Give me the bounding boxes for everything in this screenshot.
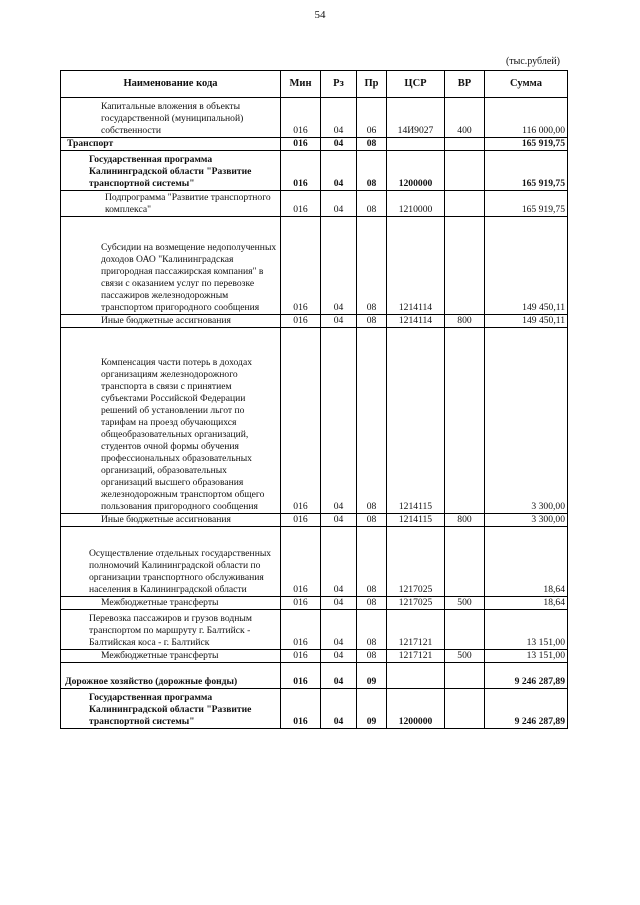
row-sum: 149 450,11 <box>485 315 568 328</box>
row-vr <box>445 217 485 315</box>
row-sum: 13 151,00 <box>485 650 568 663</box>
row-name: Транспорт <box>61 138 281 151</box>
row-name: Государственная программа Калининградской области "Развитие транспортной системы" <box>61 689 281 729</box>
row-rz: 04 <box>321 663 357 689</box>
row-csr: 1200000 <box>387 151 445 191</box>
row-pr: 08 <box>357 191 387 217</box>
table-row <box>61 514 568 527</box>
header-sum: Сумма <box>485 71 568 98</box>
row-pr: 06 <box>357 98 387 138</box>
row-min: 016 <box>281 527 321 597</box>
row-vr <box>445 689 485 729</box>
row-vr: 800 <box>445 315 485 328</box>
units-note: (тыс.рублей) <box>505 56 560 67</box>
row-min: 016 <box>281 610 321 650</box>
row-pr: 08 <box>357 217 387 315</box>
row-vr: 500 <box>445 597 485 610</box>
table-row <box>61 663 568 689</box>
header-pr: Пр <box>357 71 387 98</box>
row-sum: 165 919,75 <box>485 191 568 217</box>
row-rz: 04 <box>321 527 357 597</box>
row-min: 016 <box>281 650 321 663</box>
row-rz: 04 <box>321 217 357 315</box>
header-rz: Рз <box>321 71 357 98</box>
table-row <box>61 610 568 650</box>
row-pr: 08 <box>357 315 387 328</box>
row-sum: 9 246 287,89 <box>485 663 568 689</box>
table-row <box>61 689 568 729</box>
row-csr <box>387 663 445 689</box>
row-pr: 08 <box>357 328 387 514</box>
row-rz: 04 <box>321 610 357 650</box>
row-csr: 1217025 <box>387 527 445 597</box>
row-rz: 04 <box>321 315 357 328</box>
row-min: 016 <box>281 191 321 217</box>
row-rz: 04 <box>321 191 357 217</box>
header-min: Мин <box>281 71 321 98</box>
table-row <box>61 191 568 217</box>
row-csr: 1214115 <box>387 514 445 527</box>
table-row <box>61 151 568 191</box>
row-min: 016 <box>281 138 321 151</box>
row-vr <box>445 527 485 597</box>
row-pr: 08 <box>357 527 387 597</box>
row-sum: 3 300,00 <box>485 514 568 527</box>
row-name: Капитальные вложения в объекты государственной (муниципальной) собственности <box>61 98 281 138</box>
row-sum: 149 450,11 <box>485 217 568 315</box>
row-pr: 09 <box>357 663 387 689</box>
row-csr: 1214114 <box>387 315 445 328</box>
row-name: Межбюджетные трансферты <box>61 597 281 610</box>
row-pr: 08 <box>357 610 387 650</box>
row-min: 016 <box>281 151 321 191</box>
row-pr: 08 <box>357 650 387 663</box>
row-name: Иные бюджетные ассигнования <box>61 315 281 328</box>
row-csr <box>387 138 445 151</box>
row-name: Подпрограмма "Развитие транспортного комплекса" <box>61 191 281 217</box>
row-name: Межбюджетные трансферты <box>61 650 281 663</box>
row-pr: 08 <box>357 151 387 191</box>
row-name: Осуществление отдельных государственных полномочий Калининградской области по организации транспортного обслуживания населения в Калининградской области <box>61 527 281 597</box>
row-min: 016 <box>281 663 321 689</box>
row-csr: 1214115 <box>387 328 445 514</box>
row-csr: 1217121 <box>387 610 445 650</box>
row-min: 016 <box>281 328 321 514</box>
row-pr: 08 <box>357 514 387 527</box>
row-vr <box>445 138 485 151</box>
row-name: Дорожное хозяйство (дорожные фонды) <box>61 663 281 689</box>
table-row <box>61 315 568 328</box>
row-min: 016 <box>281 217 321 315</box>
row-min: 016 <box>281 597 321 610</box>
row-sum: 18,64 <box>485 597 568 610</box>
row-csr: 14И9027 <box>387 98 445 138</box>
row-name: Иные бюджетные ассигнования <box>61 514 281 527</box>
row-rz: 04 <box>321 328 357 514</box>
row-min: 016 <box>281 689 321 729</box>
row-rz: 04 <box>321 151 357 191</box>
row-name: Субсидии на возмещение недополученных доходов ОАО "Калининградская пригородная пассажирская компания" в связи с оказанием услуг по перевозке пассажиров железнодорожным транспортом пригородного сообщения <box>61 217 281 315</box>
header-vr: ВР <box>445 71 485 98</box>
row-sum: 13 151,00 <box>485 610 568 650</box>
row-csr: 1214114 <box>387 217 445 315</box>
table-row <box>61 217 568 315</box>
row-rz: 04 <box>321 514 357 527</box>
row-min: 016 <box>281 514 321 527</box>
page-number: 54 <box>314 9 326 21</box>
header-csr: ЦСР <box>387 71 445 98</box>
row-pr: 08 <box>357 138 387 151</box>
table-row <box>61 98 568 138</box>
table-row <box>61 650 568 663</box>
header-name: Наименование кода <box>61 71 281 98</box>
table-row <box>61 138 568 151</box>
row-pr: 09 <box>357 689 387 729</box>
row-rz: 04 <box>321 689 357 729</box>
row-vr: 800 <box>445 514 485 527</box>
row-sum: 3 300,00 <box>485 328 568 514</box>
row-vr <box>445 151 485 191</box>
row-min: 016 <box>281 98 321 138</box>
table-header <box>61 71 568 98</box>
row-pr: 08 <box>357 597 387 610</box>
budget-table <box>60 70 568 729</box>
row-sum: 165 919,75 <box>485 138 568 151</box>
row-name: Перевозка пассажиров и грузов водным транспортом по маршруту г. Балтийск - Балтийская коса - г. Балтийск <box>61 610 281 650</box>
row-vr <box>445 191 485 217</box>
row-csr: 1217025 <box>387 597 445 610</box>
row-sum: 116 000,00 <box>485 98 568 138</box>
row-name: Государственная программа Калининградской области "Развитие транспортной системы" <box>61 151 281 191</box>
row-rz: 04 <box>321 138 357 151</box>
row-sum: 18,64 <box>485 527 568 597</box>
row-rz: 04 <box>321 98 357 138</box>
row-csr: 1200000 <box>387 689 445 729</box>
row-csr: 1217121 <box>387 650 445 663</box>
row-sum: 9 246 287,89 <box>485 689 568 729</box>
row-vr <box>445 328 485 514</box>
table-row <box>61 527 568 597</box>
row-vr <box>445 610 485 650</box>
row-csr: 1210000 <box>387 191 445 217</box>
row-sum: 165 919,75 <box>485 151 568 191</box>
row-min: 016 <box>281 315 321 328</box>
table-row <box>61 597 568 610</box>
row-vr: 400 <box>445 98 485 138</box>
table-row <box>61 328 568 514</box>
row-name: Компенсация части потерь в доходах организациям железнодорожного транспорта в связи с принятием субъектами Российской Федерации решений об установлении льгот по тарифам на проезд обучающихся общеобразовательных организаций, студентов очной формы обучения профессиональных образовательных организаций, образовательных организаций высшего образования железнодорожным транспортом общего пользования пригородного сообщения <box>61 328 281 514</box>
row-rz: 04 <box>321 597 357 610</box>
row-vr: 500 <box>445 650 485 663</box>
row-vr <box>445 663 485 689</box>
row-rz: 04 <box>321 650 357 663</box>
